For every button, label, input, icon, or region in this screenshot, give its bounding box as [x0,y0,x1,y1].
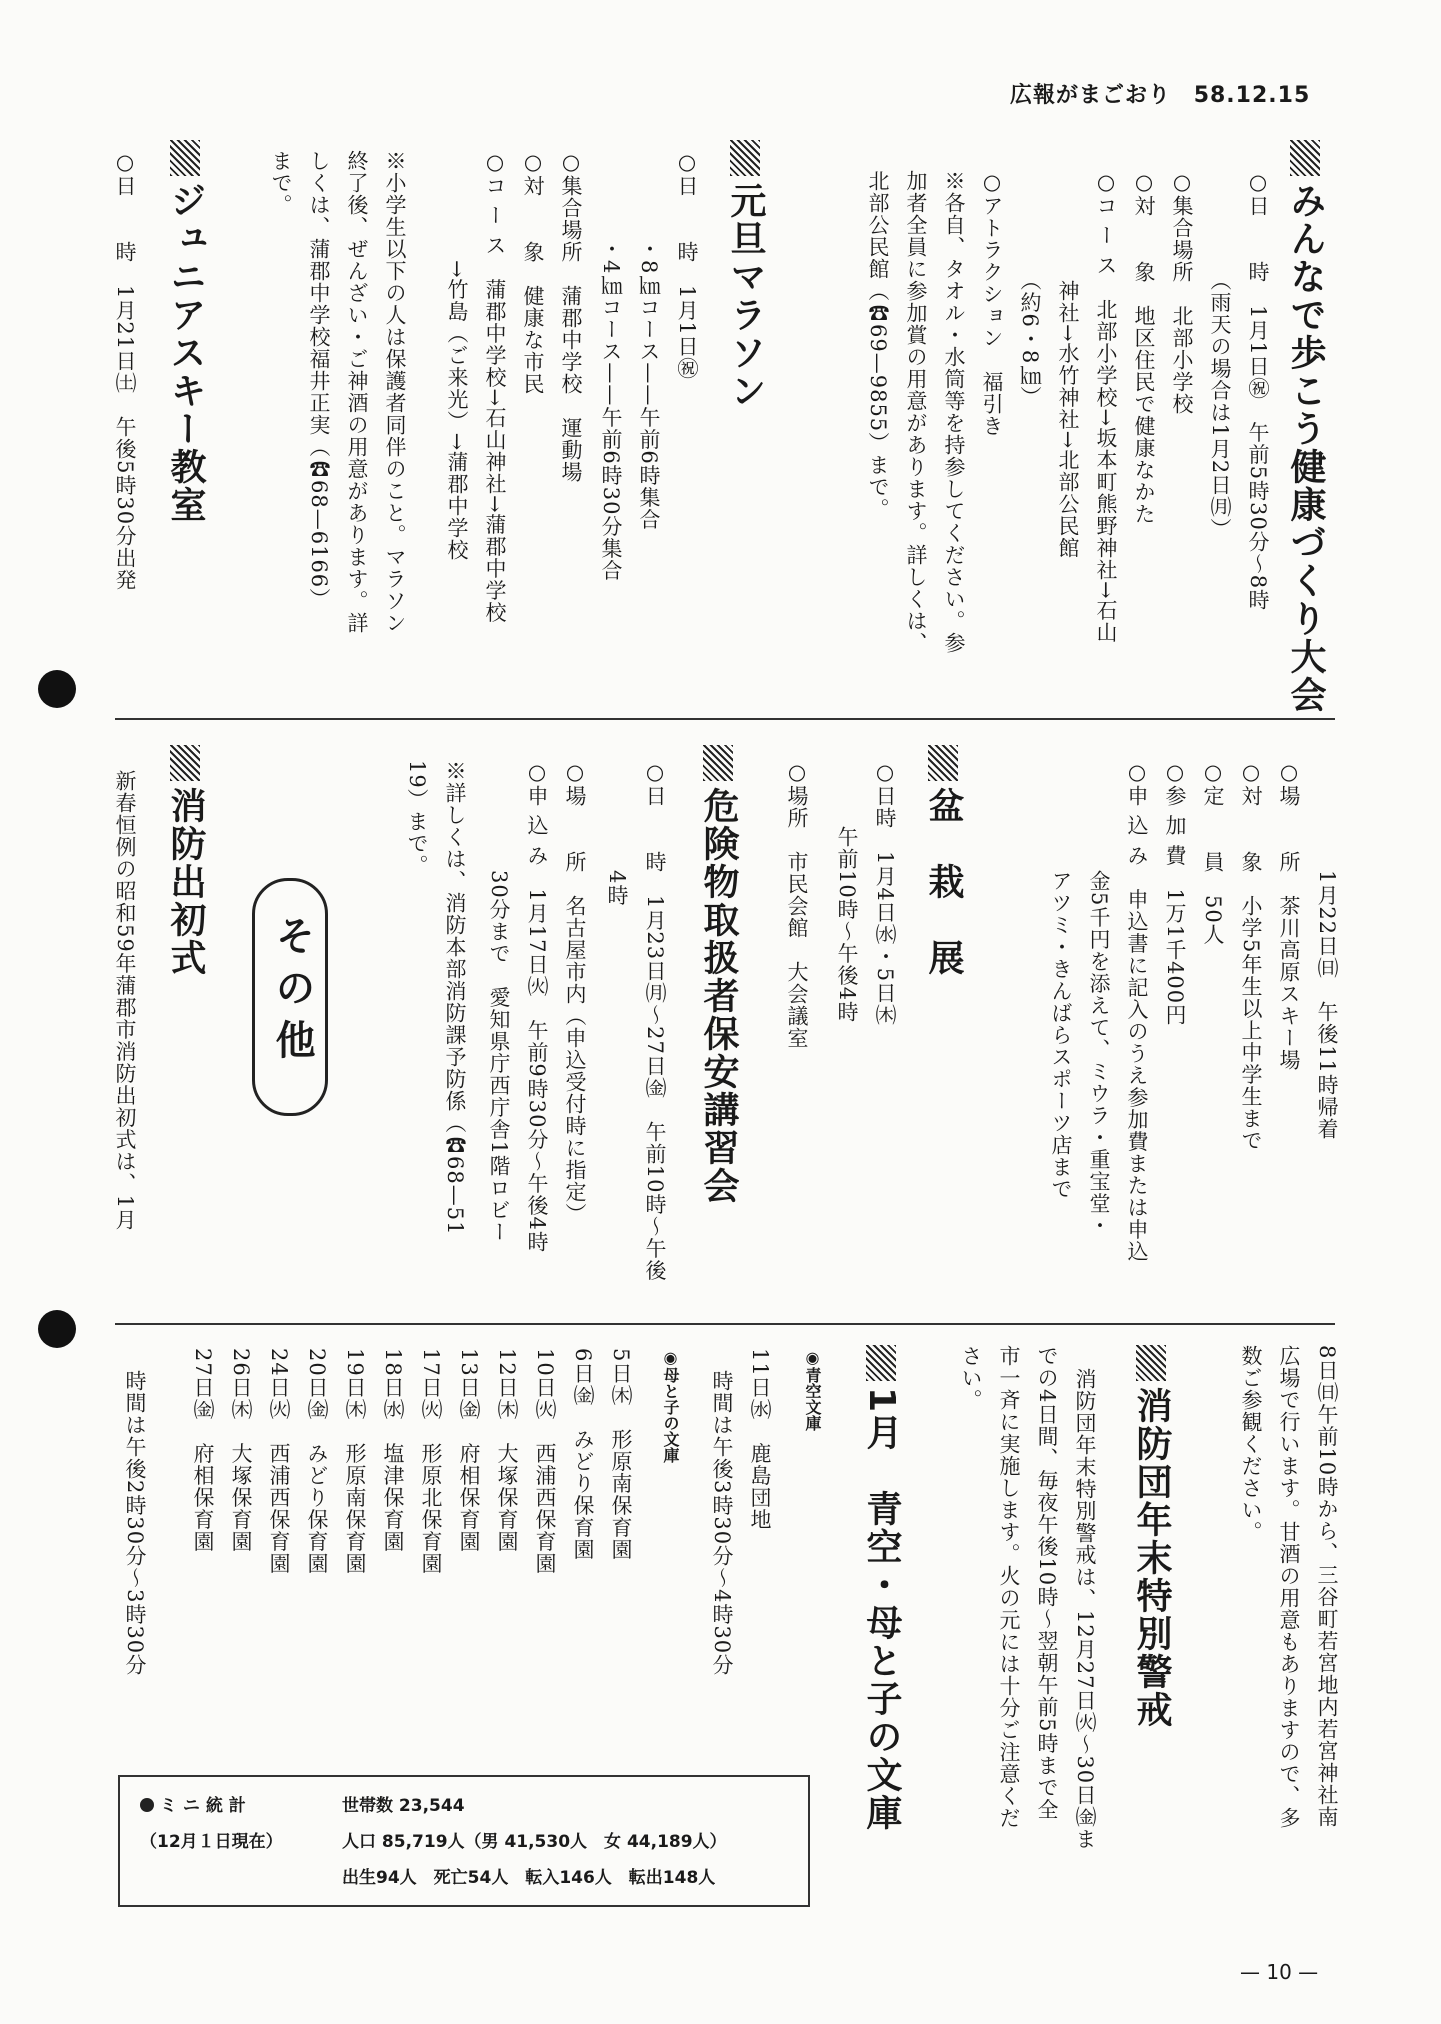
ski-line: ○日 時 1月21日㈯ 午後5時30分出発 [113,150,137,592]
aozora-line: 時間は午後3時30分〜4時30分 [710,1370,734,1677]
patrol-line: さい。 [959,1345,983,1411]
walk-line: ※各自、タオル・水筒等を持参してください。参 [942,170,966,654]
library-title: 1月 青空・母と子の文庫 [858,1345,904,1832]
mini-stats-label-row [140,1791,246,1816]
section-divider [115,718,1335,720]
hazmat-line: ○日 時 1月23日㈪〜27日㈮ 午前10時〜午後 [643,760,667,1282]
haha-line: 時間は午後2時30分〜3時30分 [123,1370,147,1677]
walk-line: ○集合場所 北部小学校 [1170,170,1194,415]
hazmat-line: ○申 込 み 1月17日㈫ 午前9時30分〜午後4時 [525,760,549,1253]
publication-name: 広報がまごおり [1010,83,1172,108]
hazmat-line: 4時 [605,760,629,907]
marathon-line: ・4㎞コース——午前6時30分集合 [599,150,623,582]
walk-line: ○アトラクション 福引き [980,170,1004,437]
haha-line: 26日㈭ 大塚保育園 [229,1348,253,1553]
ski-line: ○参 加 費 1万1千400円 [1163,760,1187,1027]
walk-line: 北部公民館（☎69—9855）まで。 [866,170,890,521]
haha-line: 12日㈭ 大塚保育園 [495,1348,519,1553]
fire-new-year-line: 8日㈰午前10時から、三谷町若宮地内若宮神社南 [1315,1345,1339,1829]
haha-line: 18日㈬ 塩津保育園 [381,1348,405,1553]
hazmat-line: 30分まで 愛知県庁西庁舎1階ロビー [487,760,511,1244]
ski-line: 金5千円を添えて、ミウラ・重宝堂・ [1087,760,1111,1237]
fire-new-year-line: 新春恒例の昭和59年蒲郡市消防出初式は、1月 [113,770,137,1232]
bonsai-line: ○場所 市民会館 大会議室 [785,760,809,1049]
marathon-line: まで。 [269,150,293,216]
aozora-line: 11日㈬ 鹿島団地 [748,1348,772,1531]
marathon-line: ・8㎞コース——午前6時集合 [637,150,661,531]
walk-line: （雨天の場合は1月2日㈪） [1208,170,1232,541]
haha-line: 27日㈮ 府相保育園 [191,1348,215,1553]
haha-line: 6日㈮ みどり保育園 [571,1348,595,1561]
marathon-line: 終了後、ぜんざい・ご神酒の用意があります。詳 [345,150,369,634]
ski-line: ○対 象 小学5年生以上中学生まで [1239,760,1263,1152]
haha-line: 19日㈭ 形原南保育園 [343,1348,367,1575]
ski-line: ○定 員 50人 [1201,760,1225,946]
marathon-line: ○対 象 健康な市民 [521,150,545,395]
hazmat-title: 危険物取扱者保安講習会 [695,745,741,1205]
section-divider [115,1323,1335,1325]
mini-stats-population: 人口 85,719人（男 41,530人 女 44,189人） [342,1832,727,1852]
walk-line: ○コ ー ス 北部小学校→坂本町熊野神社→石山 [1094,170,1118,644]
fire-new-year-line: 広場で行います。甘酒の用意もありますので、多 [1277,1345,1301,1829]
haha-line: 17日㈫ 形原北保育園 [419,1348,443,1575]
page-header [1010,78,1324,109]
marathon-line: →竹島（ご来光）→蒲郡中学校 [445,150,469,562]
haha-line: 20日㈮ みどり保育園 [305,1348,329,1575]
mini-stats-as-of: （12月１日現在） [140,1832,283,1852]
patrol-line: 市一斉に実施します。火の元には十分ご注意くだ [997,1345,1021,1829]
fire-new-year-line: 数ご参観ください。 [1239,1345,1263,1543]
ski-title: ジュニアスキー教室 [162,140,208,524]
binder-hole [38,1310,76,1348]
marathon-line: ○集合場所 蒲郡中学校 運動場 [559,150,583,483]
mini-stats-movement: 出生94人 死亡54人 転入146人 転出148人 [342,1868,716,1888]
walk-title: みんなで歩こう健康づくり大会 [1282,140,1328,714]
bonsai-title: 盆 栽 展 [920,745,966,977]
walk-line: （約6・8㎞） [1018,170,1042,409]
bonsai-line: 午前10時〜午後4時 [835,760,859,1024]
ski-line: ○申 込 み 申込書に記入のうえ参加費または申込 [1125,760,1149,1263]
issue-date: 58.12.15 [1193,83,1311,108]
ski-line: 1月22日㈰ 午後11時帰着 [1315,760,1339,1140]
marathon-title: 元旦マラソン [722,140,768,410]
bullet-icon [140,1798,154,1812]
fire-new-year-title: 消防出初式 [162,745,208,977]
other-category-label [252,878,328,1116]
walk-line: 加者全員に参加賞の用意があります。詳しくは、 [904,170,928,654]
binder-hole [38,670,76,708]
hazmat-line: 19）まで。 [405,760,429,877]
walk-line: ○対 象 地区住民で健康なかた [1132,170,1156,525]
marathon-line: ○日 時 1月1日㊗ [675,150,699,380]
patrol-line: での4日間、毎夜午後10時〜翌朝午前5時まで全 [1035,1345,1059,1821]
haha-heading: ◉母と子の文庫 [661,1348,680,1463]
mini-stats-box [118,1775,810,1907]
mini-stats-label: ミ ニ 統 計 [160,1796,246,1816]
haha-line: 5日㈭ 形原南保育園 [609,1348,633,1561]
ski-line: アツミ・きんばらスポーツ店まで [1049,760,1073,1200]
walk-line: 神社→水竹神社→北部公民館 [1056,170,1080,560]
haha-line: 13日㈮ 府相保育園 [457,1348,481,1553]
mini-stats-households: 世帯数 23,544 [342,1796,465,1816]
page-number: — 10 — [1240,1960,1319,1984]
aozora-heading: ◉青空文庫 [803,1348,822,1431]
bonsai-line: ○日時 1月4日㈬・5日㈭ [873,760,897,1027]
haha-line: 24日㈫ 西浦西保育園 [267,1348,291,1575]
hazmat-line: ※詳しくは、消防本部消防課予防係（☎68—51 [443,760,467,1236]
hazmat-line: ○場 所 名古屋市内（申込受付時に指定） [563,760,587,1225]
patrol-line: 消防団年末特別警戒は、12月27日㈫〜30日㈮ま [1073,1368,1097,1851]
haha-line: 10日㈫ 西浦西保育園 [533,1348,557,1575]
other-category-text: その他 [269,915,315,1071]
ski-line: ○場 所 茶川高原スキー場 [1277,760,1301,1071]
marathon-line: ○コ ー ス 蒲郡中学校→石山神社→蒲郡中学校 [483,150,507,624]
marathon-line: ※小学生以下の人は保護者同伴のこと。マラソン [383,150,407,634]
walk-line: ○日 時 1月1日㊗ 午前5時30分〜8時 [1246,170,1270,612]
marathon-line: しくは、蒲郡中学校福井正実（☎68—6166） [307,150,331,611]
patrol-title: 消防団年末特別警戒 [1128,1345,1174,1729]
